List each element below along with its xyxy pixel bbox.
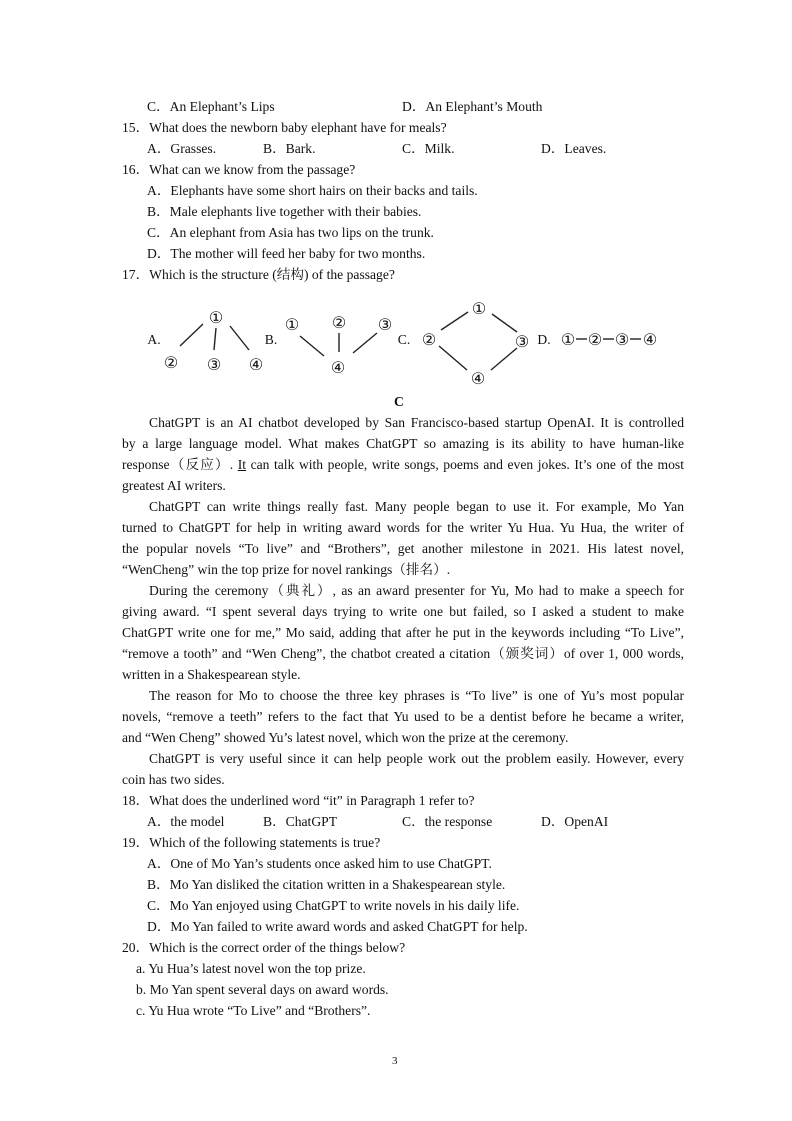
passage-p3-line5: written in a Shakespearean style. [122, 667, 301, 682]
q14-option-c: C．An Elephant’s Lips [147, 99, 275, 114]
diagram-d-node-3: ③ [614, 332, 630, 349]
q20-item-c: c. Yu Hua wrote “To Live” and “Brothers”. [136, 1003, 371, 1018]
diagram-b-node-4: ④ [330, 360, 346, 377]
diagram-a-node-1: ① [208, 310, 224, 327]
diagram-c-label: C. [397, 332, 411, 347]
diagram-d-label: D. [537, 332, 551, 347]
q15-option-a: A．Grasses. [147, 141, 217, 156]
passage-p5-line2: coin has two sides. [122, 772, 225, 787]
q20-stem: 20．Which is the correct order of the things below? [122, 940, 406, 955]
q15-option-c: C．Milk. [402, 141, 455, 156]
diagram-c-node-2: ② [421, 332, 437, 349]
q20-item-a: a. Yu Hua’s latest novel won the top prize. [136, 961, 366, 976]
underlined-it: It [237, 457, 247, 472]
passage-p3-line1: During the ceremony（典礼）, as an award presenter for Yu, Mo had to make a speech for [149, 583, 684, 598]
page-number: 3 [392, 1055, 398, 1067]
q18-option-a: A．the model [147, 814, 225, 829]
q16-option-c: C．An elephant from Asia has two lips on the trunk. [147, 225, 434, 240]
diagram-a-node-2: ② [163, 355, 179, 372]
diagram-c-node-3: ③ [514, 334, 530, 351]
q16-option-d: D．The mother will feed her baby for two months. [147, 246, 426, 261]
passage-p2-line3: the popular novels “To live” and “Brothers”, get another milestone in 2021. His latest novel, [122, 541, 684, 556]
diagram-a-node-3: ③ [206, 357, 222, 374]
q14-option-d: D．An Elephant’s Mouth [402, 99, 543, 114]
q18-option-c: C．the response [402, 814, 493, 829]
q16-option-b: B．Male elephants live together with their babies. [147, 204, 422, 219]
q16-stem: 16．What can we know from the passage? [122, 162, 356, 177]
passage-p4-line2: novels, “remove a teeth” refers to the fact that Yu used to be a dentist before he became a writer, [122, 709, 684, 724]
diagram-b-node-3: ③ [377, 317, 393, 334]
passage-p1-line3 [122, 456, 684, 474]
passage-p2-line4: “WenCheng” win the top prize for novel rankings（排名）. [122, 562, 451, 577]
passage-p1-line2: by a large language model. What makes ChatGPT so amazing is its ability to have human-like [122, 436, 684, 451]
q15-stem: 15．What does the newborn baby elephant have for meals? [122, 120, 447, 135]
passage-p3-line3: ChatGPT write one for me,” Mo said, adding that after he put in the keywords including “To Live”, [122, 625, 684, 640]
diagram-c-node-4: ④ [470, 371, 486, 388]
diagram-d-node-2: ② [587, 332, 603, 349]
q20-item-b: b. Mo Yan spent several days on award words. [136, 982, 389, 997]
q18-option-b: B．ChatGPT [263, 814, 338, 829]
diagram-a-label: A. [147, 332, 161, 347]
passage-p4-line3: and “Wen Cheng” showed Yu’s latest novel, which won the prize at the ceremony. [122, 730, 569, 745]
passage-p1-line3-part1: response（反应）. [122, 457, 238, 472]
passage-p2-line2: turned to ChatGPT for help in writing award words for the writer Yu Hua. Yu Hua, the writer of [122, 520, 684, 535]
diagram-a-node-4: ④ [248, 357, 264, 374]
q15-option-d: D．Leaves. [541, 141, 607, 156]
passage-p4-line1: The reason for Mo to choose the three key phrases is “To live” is one of Yu’s most popular [149, 688, 684, 703]
diagram-b-label: B. [264, 332, 278, 347]
passage-p1-line3-part2: can talk with people, write songs, poems and even jokes. It’s one of the most [246, 457, 684, 472]
q18-option-d: D．OpenAI [541, 814, 609, 829]
passage-p1-line4: greatest AI writers. [122, 478, 226, 493]
q15-option-b: B．Bark. [263, 141, 316, 156]
diagram-b-node-1: ① [284, 317, 300, 334]
diagram-d-node-4: ④ [642, 332, 658, 349]
q19-stem: 19．Which of the following statements is true? [122, 835, 381, 850]
q19-option-d: D．Mo Yan failed to write award words and asked ChatGPT for help. [147, 919, 528, 934]
q18-stem: 18．What does the underlined word “it” in Paragraph 1 refer to? [122, 793, 475, 808]
passage-p5-line1: ChatGPT is very useful since it can help people work out the problem easily. However, every [149, 751, 684, 766]
section-title: C [394, 394, 404, 409]
passage-p3-line2: giving award. “I spent several days trying to write one but failed, so I asked a student to make [122, 604, 684, 619]
passage-p1-line1: ChatGPT is an AI chatbot developed by San Francisco-based startup OpenAI. It is controlled [149, 415, 684, 430]
diagram-b-node-2: ② [331, 315, 347, 332]
q19-option-b: B．Mo Yan disliked the citation written in a Shakespearean style. [147, 877, 506, 892]
q19-option-c: C．Mo Yan enjoyed using ChatGPT to write novels in his daily life. [147, 898, 520, 913]
q19-option-a: A．One of Mo Yan’s students once asked him to use ChatGPT. [147, 856, 492, 871]
passage-p2-line1: ChatGPT can write things really fast. Many people began to use it. For example, Mo Yan [149, 499, 684, 514]
diagram-c-node-1: ① [471, 301, 487, 318]
diagram-d-node-1: ① [560, 332, 576, 349]
q16-option-a: A．Elephants have some short hairs on their backs and tails. [147, 183, 478, 198]
q17-stem: 17．Which is the structure (结构) of the passage? [122, 267, 395, 282]
passage-p3-line4: “remove a tooth” and “Wen Cheng”, the chatbot created a citation（颁奖词）of over 1, 000 words, [122, 646, 684, 661]
